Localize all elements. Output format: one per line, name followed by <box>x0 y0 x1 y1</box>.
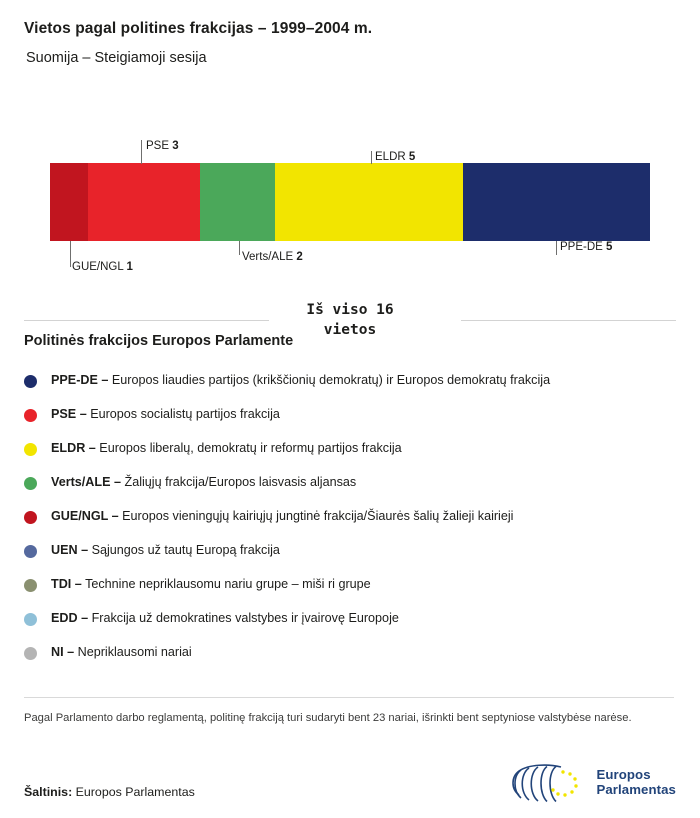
legend-item-uen[interactable] <box>24 534 674 568</box>
bar-segment-gue-ngl[interactable] <box>50 163 88 241</box>
legend-heading: Politinės frakcijos Europos Parlamente <box>24 333 294 349</box>
legend-desc-gue-ngl: Europos vieningųjų kairiųjų jungtinė frakcija/Šiaurės šalių žalieji kairieji <box>118 509 514 524</box>
leader-line-gue-ngl <box>70 241 71 267</box>
legend-label-edd <box>51 611 399 626</box>
ep-flag-icon <box>509 763 587 803</box>
legend-dot-ppe-de <box>24 375 37 388</box>
legend-desc-uen: Sąjungos už tautų Europą frakcija <box>88 543 280 558</box>
legend-desc-pse: Europos socialistų partijos frakcija <box>86 407 280 422</box>
legend-item-tdi[interactable] <box>24 568 674 602</box>
total-seats-line2: vietos <box>323 322 377 338</box>
legend-abbr-uen: UEN – <box>51 543 89 558</box>
legend-label-pse <box>51 407 280 422</box>
source-value: Europos Parlamentas <box>72 785 195 799</box>
legend-label-ni <box>51 645 192 660</box>
bar-label-gue-ngl <box>72 261 133 273</box>
leader-line-verts-ale <box>239 241 240 255</box>
leader-line-eldr <box>371 151 372 164</box>
legend-dot-tdi <box>24 579 37 592</box>
seat-distribution-chart <box>50 163 650 241</box>
page-title: Vietos pagal politines frakcijas – 1999–2004 m. <box>24 20 373 37</box>
legend-item-eldr[interactable] <box>24 432 674 466</box>
legend-item-pse[interactable] <box>24 398 674 432</box>
ep-wordmark-line1: Europos <box>596 767 651 783</box>
legend-desc-ni: Nepriklausomi nariai <box>74 645 192 660</box>
leader-line-pse <box>141 140 142 164</box>
total-seats-line1: Iš viso 16 <box>306 302 394 318</box>
bar-label-verts-ale-abbr: Verts/ALE <box>242 251 294 263</box>
bar-label-eldr-abbr: ELDR <box>375 151 406 163</box>
legend-dot-ni <box>24 647 37 660</box>
bar-label-verts-ale-value: 2 <box>296 251 303 263</box>
legend-dot-edd <box>24 613 37 626</box>
legend-abbr-pse: PSE – <box>51 407 87 422</box>
legend-item-ppe-de[interactable] <box>24 364 674 398</box>
legend-dot-uen <box>24 545 37 558</box>
legend-abbr-verts-ale: Verts/ALE – <box>51 475 121 490</box>
ep-wordmark-line2: Parlamentas <box>596 782 676 797</box>
page-subtitle: Suomija – Steigiamoji sesija <box>26 50 207 66</box>
bar-label-eldr-value: 5 <box>408 151 416 163</box>
legend-dot-verts-ale <box>24 477 37 490</box>
legend-abbr-edd: EDD – <box>51 611 89 626</box>
legend-item-verts-ale[interactable] <box>24 466 674 500</box>
bar-label-verts-ale <box>242 251 303 263</box>
footnote: Pagal Parlamento darbo reglamentą, politinę frakciją turi sudaryti bent 23 nariai, išrinkti bent septyniose valstybėse narėse. <box>24 712 632 724</box>
stacked-bar <box>50 163 650 241</box>
legend-label-uen <box>51 543 280 558</box>
bar-segment-pse[interactable] <box>88 163 201 241</box>
legend-abbr-ppe-de: PPE-DE – <box>51 373 109 388</box>
bar-label-pse-value: 3 <box>172 140 179 152</box>
legend-abbr-eldr: ELDR – <box>51 441 96 456</box>
legend-abbr-tdi: TDI – <box>51 577 82 592</box>
legend-label-tdi <box>51 577 371 592</box>
legend-item-edd[interactable] <box>24 602 674 636</box>
legend-dot-gue-ngl <box>24 511 37 524</box>
legend-abbr-ni: NI – <box>51 645 75 660</box>
bar-segment-ppe-de[interactable] <box>463 163 651 241</box>
legend-abbr-gue-ngl: GUE/NGL – <box>51 509 119 524</box>
legend-list <box>24 364 674 670</box>
source-label: Šaltinis: <box>24 785 73 799</box>
bar-label-gue-ngl-value: 1 <box>126 261 133 273</box>
footer-divider <box>24 697 674 698</box>
ep-wordmark <box>596 768 676 798</box>
bar-label-gue-ngl-abbr: GUE/NGL <box>72 261 124 273</box>
legend-item-gue-ngl[interactable] <box>24 500 674 534</box>
legend-label-ppe-de <box>51 373 550 388</box>
legend-label-eldr <box>51 441 402 456</box>
legend-item-ni[interactable] <box>24 636 674 670</box>
european-parliament-logo <box>509 763 676 803</box>
legend-dot-pse <box>24 409 37 422</box>
bar-segment-eldr[interactable] <box>275 163 463 241</box>
legend-label-gue-ngl <box>51 509 513 524</box>
legend-desc-ppe-de: Europos liaudies partijos (krikščionių demokratų) ir Europos demokratų frakcija <box>108 373 551 388</box>
legend-desc-edd: Frakcija už demokratines valstybes ir įvairovę Europoje <box>88 611 399 626</box>
bar-label-pse <box>146 140 179 152</box>
legend-dot-eldr <box>24 443 37 456</box>
bar-label-ppe-de <box>560 241 612 253</box>
bar-label-pse-abbr: PSE <box>146 140 170 152</box>
legend-desc-tdi: Technine nepriklausomu nariu grupe – miši ri grupe <box>81 577 371 592</box>
legend-desc-eldr: Europos liberalų, demokratų ir reformų partijos frakcija <box>95 441 402 456</box>
source-line <box>24 785 195 799</box>
leader-line-ppe-de <box>556 241 557 255</box>
bar-segment-verts-ale[interactable] <box>200 163 275 241</box>
legend-label-verts-ale <box>51 475 356 490</box>
bar-label-ppe-de-abbr: PPE-DE <box>560 241 603 253</box>
bar-label-eldr <box>375 151 415 163</box>
bar-label-ppe-de-value: 5 <box>606 241 613 253</box>
legend-desc-verts-ale: Žaliųjų frakcija/Europos laisvasis aljansas <box>121 475 357 490</box>
